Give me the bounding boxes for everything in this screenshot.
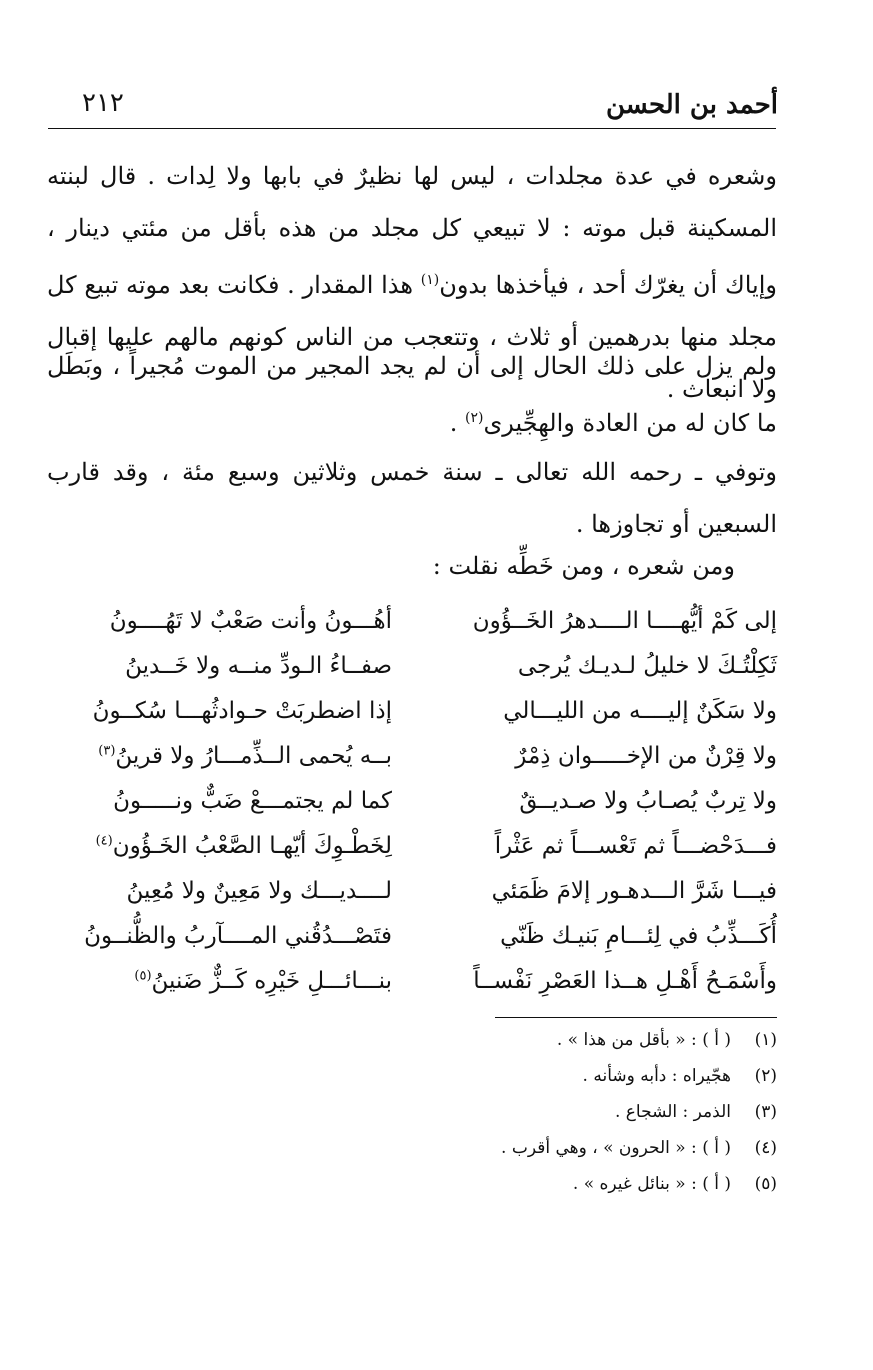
footnote-4 <box>377 1138 777 1174</box>
verse-first-hemistich: ولا تِربٌ يُصـابُ ولا صـديــقٌ <box>519 788 777 814</box>
verse-first-hemistich: فيـــا شَرَّ الـــدهـور إلامَ ظَمَئي <box>491 878 777 904</box>
footnote-number: (٢) <box>754 1066 777 1086</box>
footnotes <box>377 1030 777 1210</box>
verse-5 <box>47 788 777 833</box>
footnote-number: (١) <box>754 1030 777 1050</box>
verse-8 <box>47 923 777 968</box>
footnote-5 <box>377 1174 777 1210</box>
verse-first-hemistich: أُكَـــذِّبُ في لِئـــامِ بَنيـك ظَنّي <box>500 923 777 949</box>
verse-1 <box>47 608 777 653</box>
footnote-number: (٣) <box>754 1102 777 1122</box>
footnote-ref: (٥) <box>134 968 152 984</box>
verse-first-hemistich: وأَسْمَـحُ أَهْـلِ هــذا العَصْرِ نَفْســاً <box>473 968 777 994</box>
footnote-text: هجّيراه : دأبه وشأنه . <box>582 1066 731 1086</box>
paragraph-2-text: ولم يزل على ذلك الحال إلى أن لم يجد المجير من الموت مُجيراً ، وبَطَل ما كان له من العادة والهِجِّيرى <box>47 352 777 437</box>
paragraph-1-end: هذا المقدار . فكانت بعد موته تبيع كل مجلد منها بدرهمين أو ثلاث ، وتتعجب من الناس كونهم مالهم عليها إقبال ولا انبعاث . <box>47 271 777 403</box>
verse-9 <box>47 968 777 1013</box>
header-rule <box>48 128 776 129</box>
footnote-ref: (٤) <box>95 833 113 849</box>
verse-first-hemistich: إلى كَمْ أيُّهــــا الــــدهرُ الخَــؤُون <box>472 608 777 634</box>
footnote-1 <box>377 1030 777 1066</box>
footnote-text: ( أ ) : « بأقل من هذا » . <box>556 1030 731 1050</box>
footnote-text: ( أ ) : « الحرون » ، وهي أقرب . <box>501 1138 731 1158</box>
paragraph-3: وتوفي ـ رحمه الله تعالى ـ سنة خمس وثلاثين وسبع مئة ، وقد قارب السبعين أو تجاوزها . <box>47 458 778 538</box>
verse-second-hemistich: لِخَطْـوِكَ أيّهـا الصَّعْبُ الخَـؤُون$^{(٤)}$ <box>95 833 392 859</box>
paragraph-2-end: . <box>449 409 466 437</box>
verse-4 <box>47 743 777 788</box>
footnote-ref-2: (٢) <box>465 410 484 426</box>
footnote-text: الذمر : الشجاع . <box>614 1102 731 1122</box>
footnote-3 <box>377 1102 777 1138</box>
poem <box>47 608 777 1013</box>
poem-intro: ومن شعره ، ومن خَطِّه نقلت : <box>432 552 735 580</box>
verse-second-hemistich: بنـــائـــلِ خَيْرِه كَــزٌّ ضَنينُ$^{(٥)}$ <box>134 968 392 994</box>
footnote-text: ( أ ) : « بنائل غيره » . <box>572 1174 731 1194</box>
verse-first-hemistich: فـــدَحْضـــاً ثم تَعْســـاً ثم عَثْراً <box>494 833 777 859</box>
footnote-number: (٤) <box>754 1138 777 1158</box>
paragraph-2 <box>47 340 777 449</box>
footnote-2 <box>377 1066 777 1102</box>
page-number: ٢١٢ <box>82 88 124 118</box>
footnote-ref-1: (١) <box>420 272 440 288</box>
verse-2 <box>47 653 777 698</box>
verse-second-hemistich: صفــاءُ الـودِّ منــه ولا خَــدينُ <box>125 653 392 679</box>
running-title: أحمد بن الحسن <box>605 90 778 120</box>
verse-second-hemistich: فتَصْـــدُقُني المــــآربُ والظُّنــونُ <box>84 923 392 949</box>
verse-second-hemistich: إذا اضطربَتْ حـوادثُهـــا سُكــونُ <box>92 698 392 724</box>
footnote-ref: (٣) <box>98 743 116 759</box>
verse-second-hemistich: كما لم يجتمـــعْ ضَبٌّ ونـــــونُ <box>113 788 392 814</box>
footnote-number: (٥) <box>754 1174 777 1194</box>
verse-first-hemistich: ولا قِرْنٌ من الإخـــــوان ذِمْرٌ <box>515 743 777 769</box>
verse-second-hemistich: أهُـــونُ وأنت صَعْبٌ لا تَهُــــونُ <box>109 608 392 634</box>
verse-6 <box>47 833 777 878</box>
verse-3 <box>47 698 777 743</box>
paragraph-1-text: وشعره في عدة مجلدات ، ليس لها نظيرٌ في بابها ولا لِدات . قال لبنته المسكينة قبل موته : لا تبيعي كل مجلد من هذه بأقل من مئتي دينار ، وإياك أن يغرّك أحد ، فيأخذها بدون <box>47 162 777 299</box>
verse-7 <box>47 878 777 923</box>
footnote-rule <box>495 1017 777 1018</box>
verse-first-hemistich: ثَكِلْتُـكَ لا خليلُ لـديـك يُرجى <box>517 653 777 679</box>
verse-first-hemistich: ولا سَكَنٌ إليــــه من الليـــالي <box>503 698 777 724</box>
verse-second-hemistich: لــــديـــك ولا مَعِينٌ ولا مُعِينُ <box>126 878 392 904</box>
verse-second-hemistich: بــه يُحمى الــذِّمـــارُ ولا قرينُ$^{(٣)}$ <box>98 743 392 769</box>
